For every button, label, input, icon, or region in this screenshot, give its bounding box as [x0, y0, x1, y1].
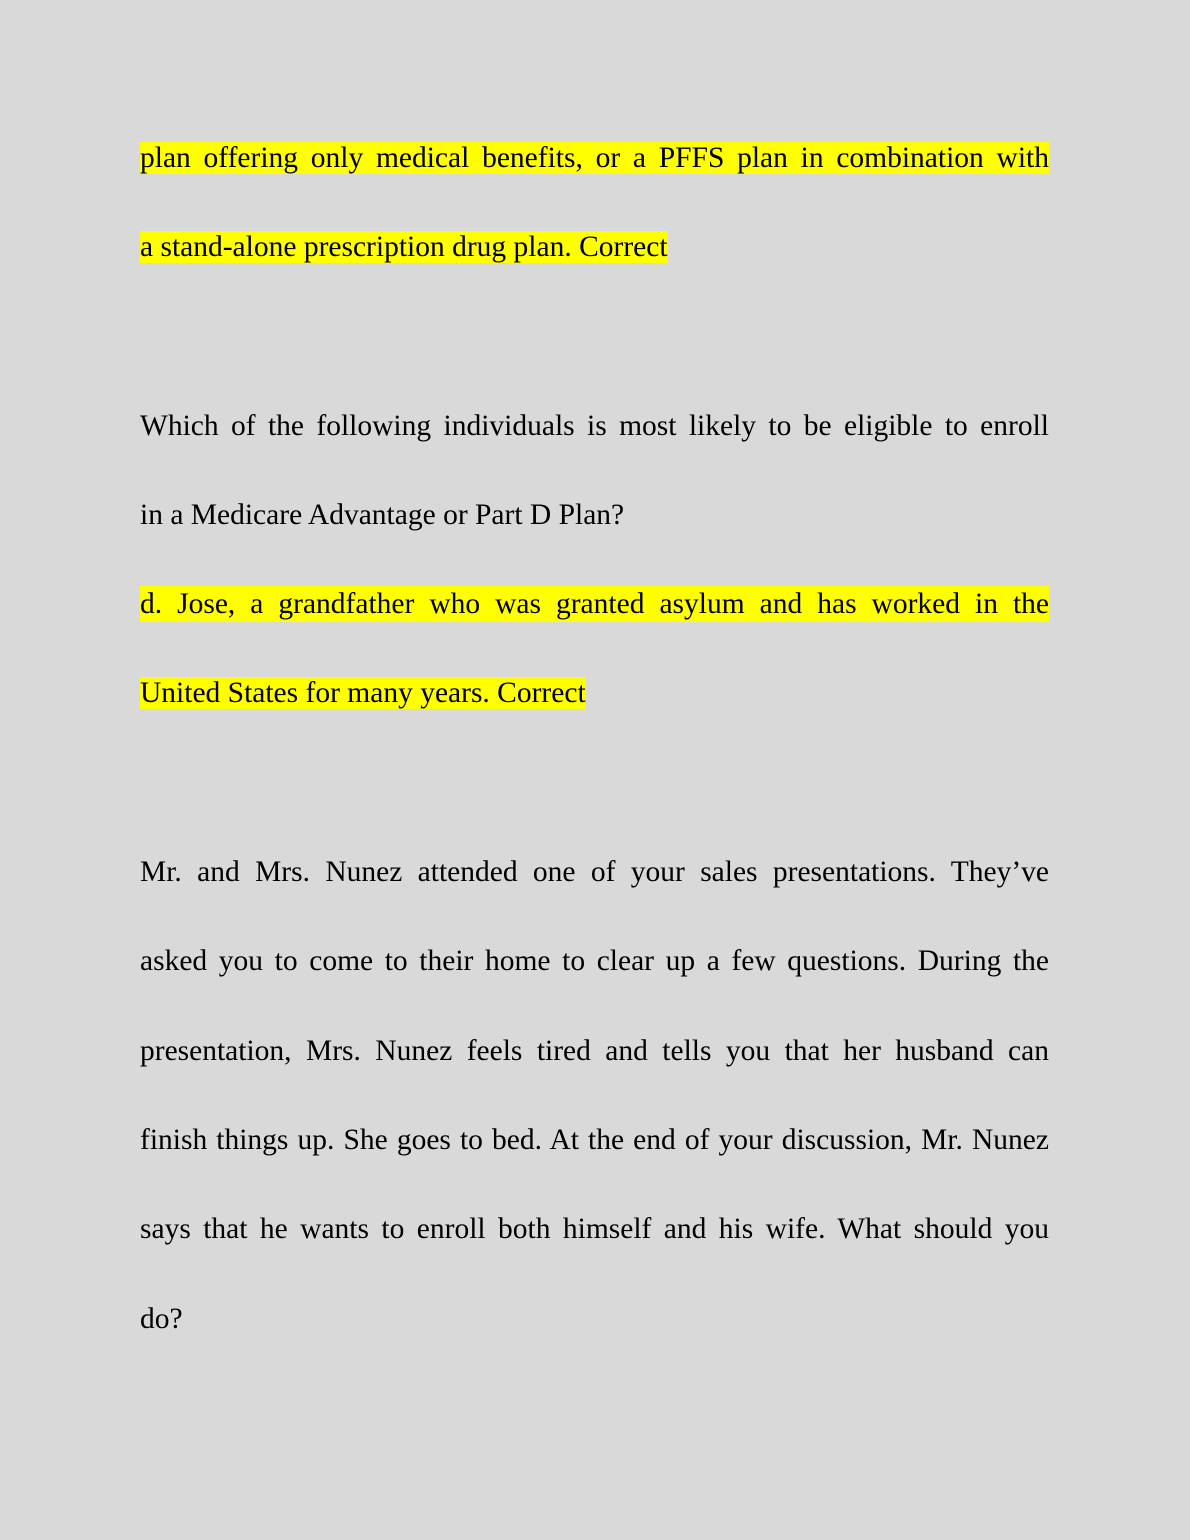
question-2-line-2: in a Medicare Advantage or Part D Plan?: [140, 499, 625, 531]
answer-1-line-1: [140, 140, 1049, 176]
question-3-line-3: presentation, Mrs. Nunez feels tired and tells you that her husband can: [140, 1035, 1049, 1067]
answer-1-line-2: [140, 229, 668, 265]
answer-2-line-2: [140, 675, 586, 711]
question-3-line-2: asked you to come to their home to clear up a few questions. During the: [140, 945, 1049, 977]
highlighted-answer-text: plan offering only medical benefits, or a PFFS plan in combination with: [140, 142, 1049, 174]
question-3-line-5: says that he wants to enroll both himself and his wife. What should you: [140, 1213, 1049, 1245]
question-3-line-4: finish things up. She goes to bed. At the end of your discussion, Mr. Nunez: [140, 1124, 1049, 1156]
highlighted-answer-text: United States for many years. Correct: [140, 677, 586, 709]
question-3-line-1: Mr. and Mrs. Nunez attended one of your sales presentations. They’ve: [140, 856, 1049, 888]
question-2-line-1: Which of the following individuals is most likely to be eligible to enroll: [140, 410, 1049, 442]
question-3-line-6: do?: [140, 1303, 183, 1335]
highlighted-answer-text: a stand-alone prescription drug plan. Correct: [140, 231, 668, 263]
answer-2-line-1: d. Jose, a grandfather who was granted asylum and has worked in the: [140, 588, 1049, 620]
